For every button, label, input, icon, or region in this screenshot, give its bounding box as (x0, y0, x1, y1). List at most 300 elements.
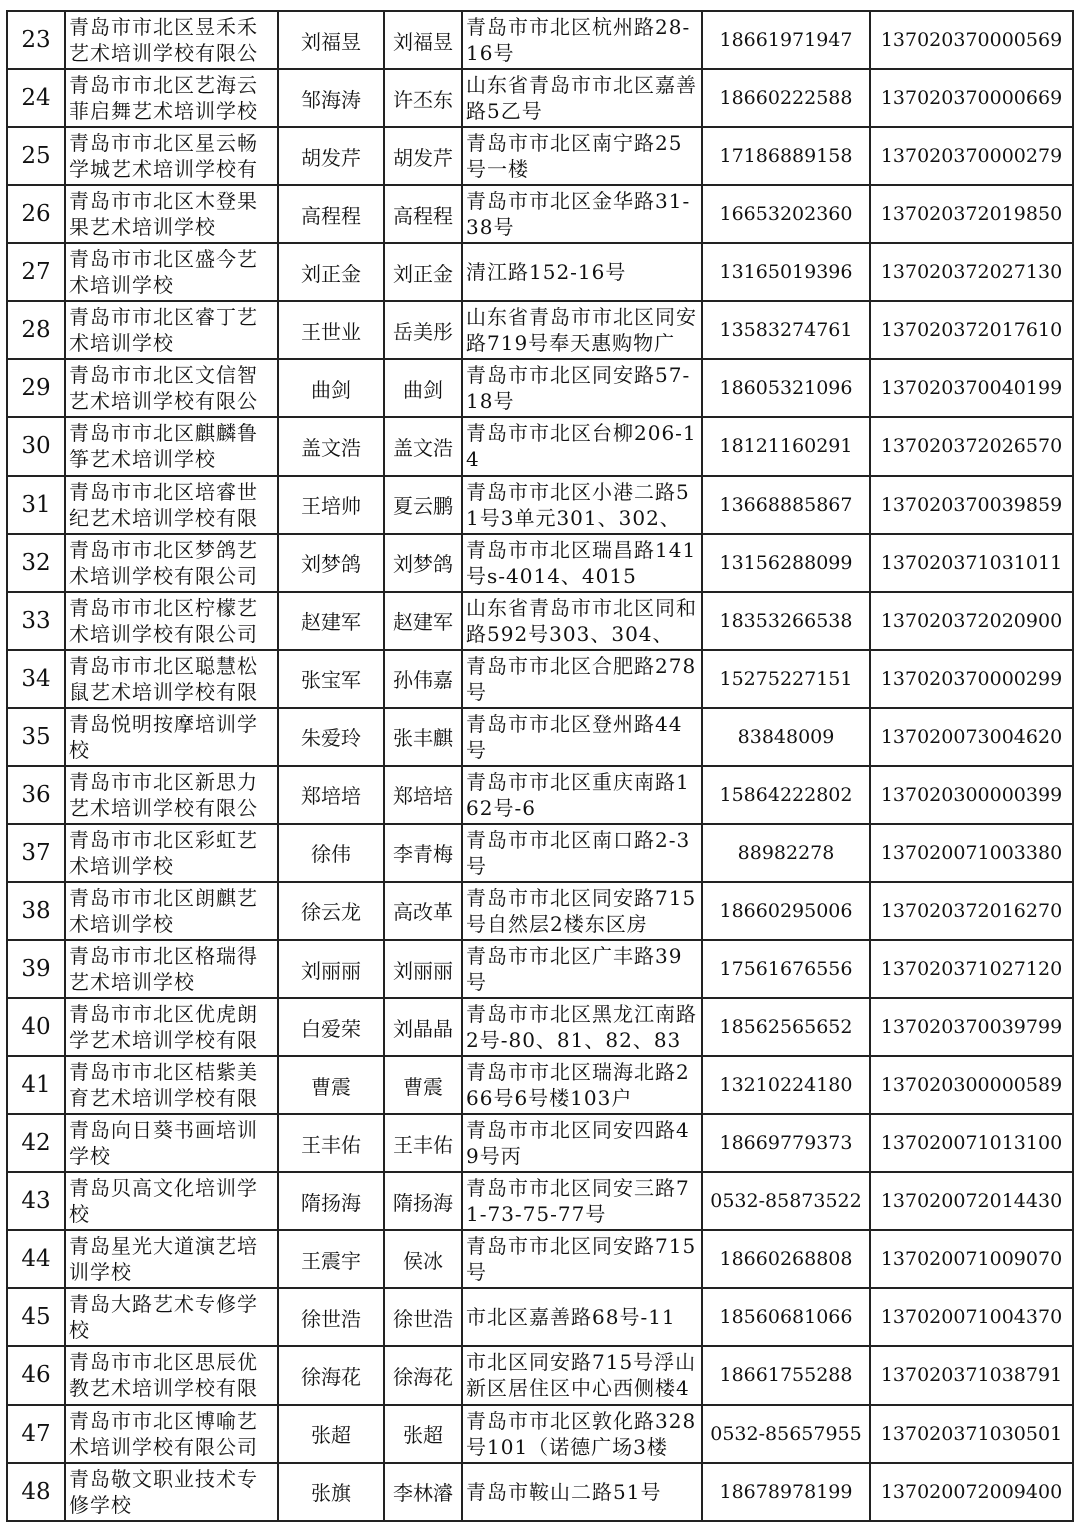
school-name-cell (65, 11, 278, 69)
legal-representative-cell (278, 301, 384, 359)
legal-representative-cell-text: 赵建军 (301, 610, 361, 635)
phone-cell-text: 0532-85657955 (710, 1422, 862, 1445)
school-name-cell-text: 青岛市市北区培睿世纪艺术培训学校有限 (69, 479, 258, 530)
address-cell (462, 1346, 702, 1404)
row-number (7, 766, 65, 824)
legal-representative-cell (278, 1172, 384, 1230)
row-number-text: 24 (21, 85, 51, 112)
phone-cell (702, 650, 870, 708)
phone-cell-text: 18661755288 (719, 1364, 853, 1387)
principal-cell (384, 1172, 462, 1230)
license-code-cell-text: 137020370039859 (880, 493, 1063, 516)
legal-representative-cell-text: 徐伟 (311, 842, 351, 867)
phone-cell-text: 18353266538 (719, 609, 853, 632)
row-number-text: 45 (21, 1304, 51, 1331)
legal-representative-cell (278, 11, 384, 69)
license-code-cell-text: 137020371027120 (880, 958, 1063, 981)
principal-cell (384, 1288, 462, 1346)
row-number-text: 44 (21, 1246, 51, 1273)
legal-representative-cell-text: 高程程 (301, 203, 361, 228)
legal-representative-cell (278, 882, 384, 940)
phone-cell (702, 766, 870, 824)
address-cell-text: 青岛市市北区南口路2-3号 (466, 827, 691, 878)
row-number (7, 1230, 65, 1288)
legal-representative-cell-text: 郑培培 (301, 784, 361, 809)
school-name-cell-text: 青岛向日葵书画培训学校 (69, 1118, 258, 1169)
license-code-cell-text: 137020073004620 (880, 725, 1063, 748)
license-code-cell (870, 11, 1073, 69)
legal-representative-cell-text: 王培帅 (301, 494, 361, 519)
principal-cell-text: 孙伟嘉 (393, 668, 453, 693)
address-cell (462, 940, 702, 998)
address-cell (462, 1056, 702, 1114)
school-name-cell-text: 青岛贝高文化培训学校 (69, 1176, 258, 1227)
principal-cell (384, 1346, 462, 1404)
address-cell-text: 青岛市市北区台柳206-14 (466, 421, 697, 472)
license-code-cell-text: 137020370000299 (880, 667, 1063, 690)
school-name-cell-text: 青岛市市北区睿丁艺术培训学校 (69, 305, 258, 356)
legal-representative-cell-text: 隋扬海 (301, 1190, 361, 1215)
license-code-cell (870, 185, 1073, 243)
table-row (7, 1346, 1073, 1404)
row-number (7, 127, 65, 185)
license-code-cell-text: 137020371038791 (880, 1364, 1063, 1387)
row-number (7, 592, 65, 650)
license-code-cell-text: 137020370000279 (880, 145, 1063, 168)
school-name-cell-text: 青岛悦明按摩培训学校 (69, 711, 258, 762)
row-number (7, 1405, 65, 1463)
legal-representative-cell-text: 刘梦鸽 (301, 552, 361, 577)
legal-representative-cell-text: 张宝军 (301, 668, 361, 693)
phone-cell (702, 998, 870, 1056)
address-cell (462, 1463, 702, 1521)
school-name-cell (65, 708, 278, 766)
phone-cell (702, 1114, 870, 1172)
school-name-cell-text: 青岛市市北区盛今艺术培训学校 (69, 247, 258, 298)
principal-cell (384, 708, 462, 766)
phone-cell (702, 1463, 870, 1521)
principal-cell (384, 301, 462, 359)
school-name-cell-text: 青岛市市北区优虎朗学艺术培训学校有限 (69, 1002, 258, 1053)
license-code-cell-text: 137020071003380 (880, 841, 1063, 864)
phone-cell-text: 83848009 (737, 725, 835, 748)
table-row (7, 1405, 1073, 1463)
row-number (7, 1172, 65, 1230)
principal-cell-text: 曹震 (403, 1074, 443, 1099)
school-name-cell-text: 青岛市市北区梦鸽艺术培训学校有限公司 (69, 537, 258, 588)
legal-representative-cell (278, 127, 384, 185)
legal-representative-cell-text: 徐世浩 (301, 1306, 361, 1331)
legal-representative-cell (278, 1405, 384, 1463)
legal-representative-cell-text: 刘正金 (301, 261, 361, 286)
table-row (7, 359, 1073, 417)
address-cell (462, 301, 702, 359)
phone-cell-text: 18660268808 (719, 1248, 853, 1271)
principal-cell-text: 刘正金 (393, 261, 453, 286)
table-row (7, 882, 1073, 940)
address-cell-text: 青岛市市北区同安三路71-73-75-77号 (466, 1176, 690, 1227)
license-code-cell (870, 940, 1073, 998)
row-number-text: 31 (21, 491, 51, 518)
address-cell-text: 青岛市市北区杭州路28-16号 (466, 15, 691, 66)
license-code-cell-text: 137020372026570 (880, 435, 1063, 458)
address-cell-text: 青岛市市北区金华路31-38号 (466, 189, 691, 240)
license-code-cell-text: 137020372027130 (880, 261, 1063, 284)
row-number-text: 37 (21, 839, 51, 866)
license-code-cell-text: 137020370040199 (880, 377, 1063, 400)
row-number (7, 998, 65, 1056)
phone-cell (702, 882, 870, 940)
row-number-text: 28 (21, 317, 51, 344)
license-code-cell (870, 766, 1073, 824)
phone-cell-text: 0532-85873522 (710, 1190, 862, 1213)
principal-cell-text: 王丰佑 (393, 1132, 453, 1157)
row-number (7, 1346, 65, 1404)
principal-cell (384, 940, 462, 998)
phone-cell-text: 18660222588 (719, 87, 853, 110)
table-row (7, 11, 1073, 69)
school-name-cell-text: 青岛市市北区麒麟鲁筝艺术培训学校 (69, 421, 258, 472)
principal-cell-text: 刘丽丽 (393, 958, 453, 983)
legal-representative-cell-text: 张旗 (311, 1481, 351, 1506)
principal-cell-text: 高改革 (393, 900, 453, 925)
legal-representative-cell (278, 708, 384, 766)
license-code-cell-text: 137020071004370 (880, 1306, 1063, 1329)
row-number (7, 301, 65, 359)
principal-cell-text: 刘梦鸽 (393, 552, 453, 577)
principal-cell (384, 476, 462, 534)
address-cell (462, 1230, 702, 1288)
row-number (7, 650, 65, 708)
row-number-text: 26 (21, 201, 51, 228)
row-number (7, 243, 65, 301)
phone-cell-text: 13165019396 (719, 261, 853, 284)
legal-representative-cell-text: 邹海涛 (301, 87, 361, 112)
legal-representative-cell (278, 650, 384, 708)
legal-representative-cell (278, 1230, 384, 1288)
license-code-cell (870, 650, 1073, 708)
school-name-cell (65, 476, 278, 534)
school-name-cell-text: 青岛市市北区艺海云菲启舞艺术培训学校 (69, 73, 258, 124)
table-row (7, 476, 1073, 534)
address-cell (462, 1405, 702, 1463)
phone-cell (702, 476, 870, 534)
legal-representative-cell (278, 998, 384, 1056)
address-cell-text: 青岛市市北区敦化路328号101（诺德广场3楼 (466, 1408, 697, 1459)
principal-cell-text: 高程程 (393, 203, 453, 228)
legal-representative-cell (278, 940, 384, 998)
principal-cell-text: 岳美彤 (393, 319, 453, 344)
principal-cell (384, 1463, 462, 1521)
address-cell (462, 534, 702, 592)
address-cell (462, 359, 702, 417)
school-name-cell-text: 青岛市市北区格瑞得艺术培训学校 (69, 944, 258, 995)
address-cell (462, 11, 702, 69)
school-name-cell (65, 417, 278, 475)
phone-cell-text: 18605321096 (719, 377, 853, 400)
legal-representative-cell (278, 1114, 384, 1172)
principal-cell (384, 243, 462, 301)
phone-cell-text: 18661971947 (719, 29, 853, 52)
school-name-cell-text: 青岛市市北区彩虹艺术培训学校 (69, 827, 258, 878)
table-row (7, 766, 1073, 824)
school-name-cell-text: 青岛市市北区柠檬艺术培训学校有限公司 (69, 595, 258, 646)
address-cell-text: 青岛市市北区同安四路49号丙 (466, 1118, 690, 1169)
license-code-cell-text: 137020370000669 (880, 87, 1063, 110)
principal-cell-text: 徐世浩 (393, 1306, 453, 1331)
legal-representative-cell-text: 盖文浩 (301, 435, 361, 460)
row-number-text: 48 (21, 1478, 51, 1505)
principal-cell-text: 侯冰 (403, 1248, 443, 1273)
legal-representative-cell-text: 胡发芹 (301, 145, 361, 170)
row-number (7, 708, 65, 766)
row-number-text: 29 (21, 375, 51, 402)
row-number (7, 940, 65, 998)
address-cell-text: 清江路152-16号 (466, 260, 627, 285)
legal-representative-cell-text: 曹震 (311, 1074, 351, 1099)
row-number (7, 11, 65, 69)
phone-cell-text: 17561676556 (719, 958, 853, 981)
license-code-cell-text: 137020372020900 (880, 609, 1063, 632)
address-cell-text: 市北区嘉善路68号-11 (466, 1305, 676, 1330)
row-number-text: 38 (21, 897, 51, 924)
legal-representative-cell-text: 张超 (311, 1423, 351, 1448)
principal-cell-text: 赵建军 (393, 610, 453, 635)
address-cell (462, 824, 702, 882)
school-name-cell (65, 882, 278, 940)
license-code-cell (870, 1056, 1073, 1114)
school-name-cell (65, 127, 278, 185)
license-code-cell-text: 137020371031011 (880, 551, 1063, 574)
address-cell-text: 青岛市市北区广丰路39号 (466, 944, 683, 995)
phone-cell (702, 417, 870, 475)
address-cell (462, 766, 702, 824)
schools-table (6, 10, 1074, 1522)
principal-cell (384, 824, 462, 882)
address-cell-text: 山东省青岛市市北区同安路719号奉天惠购物广 (466, 305, 697, 356)
phone-cell-text: 16653202360 (719, 203, 853, 226)
school-name-cell (65, 534, 278, 592)
phone-cell-text: 18669779373 (719, 1132, 853, 1155)
row-number-text: 34 (21, 665, 51, 692)
principal-cell (384, 359, 462, 417)
school-name-cell (65, 592, 278, 650)
license-code-cell-text: 137020371030501 (880, 1422, 1063, 1445)
legal-representative-cell-text: 刘丽丽 (301, 958, 361, 983)
phone-cell (702, 11, 870, 69)
address-cell-text: 青岛市市北区瑞昌路141号s-4014、4015 (466, 537, 697, 588)
principal-cell-text: 刘晶晶 (393, 1016, 453, 1041)
row-number (7, 1114, 65, 1172)
table-row (7, 1288, 1073, 1346)
school-name-cell-text: 青岛市市北区朗麒艺术培训学校 (69, 885, 258, 936)
license-code-cell (870, 243, 1073, 301)
license-code-cell (870, 301, 1073, 359)
row-number (7, 1288, 65, 1346)
school-name-cell (65, 243, 278, 301)
legal-representative-cell (278, 185, 384, 243)
phone-cell (702, 185, 870, 243)
principal-cell-text: 刘福昱 (393, 29, 453, 54)
row-number-text: 39 (21, 956, 51, 983)
address-cell-text: 青岛市市北区黑龙江南路2号-80、81、82、83 (466, 1002, 697, 1053)
phone-cell-text: 18560681066 (719, 1306, 853, 1329)
table-row (7, 1230, 1073, 1288)
phone-cell (702, 1172, 870, 1230)
phone-cell (702, 1288, 870, 1346)
school-name-cell-text: 青岛敬文职业技术专修学校 (69, 1466, 258, 1517)
table-row (7, 1172, 1073, 1230)
table-row (7, 185, 1073, 243)
address-cell-text: 青岛市市北区瑞海北路266号6号楼103户 (466, 1060, 690, 1111)
legal-representative-cell-text: 徐海花 (301, 1364, 361, 1389)
license-code-cell (870, 127, 1073, 185)
school-name-cell (65, 824, 278, 882)
phone-cell-text: 13210224180 (719, 1074, 853, 1097)
address-cell-text: 青岛市市北区合肥路278号 (466, 653, 697, 704)
legal-representative-cell-text: 朱爱玲 (301, 726, 361, 751)
license-code-cell (870, 476, 1073, 534)
row-number (7, 1463, 65, 1521)
principal-cell (384, 11, 462, 69)
table-row (7, 592, 1073, 650)
legal-representative-cell (278, 1056, 384, 1114)
row-number-text: 32 (21, 549, 51, 576)
license-code-cell-text: 137020370000569 (880, 29, 1063, 52)
phone-cell (702, 1405, 870, 1463)
legal-representative-cell-text: 王丰佑 (301, 1132, 361, 1157)
license-code-cell-text: 137020072009400 (880, 1480, 1063, 1503)
school-name-cell (65, 301, 278, 359)
address-cell (462, 708, 702, 766)
principal-cell (384, 592, 462, 650)
phone-cell-text: 88982278 (737, 841, 835, 864)
phone-cell (702, 708, 870, 766)
principal-cell-text: 许丕东 (393, 87, 453, 112)
table-row (7, 534, 1073, 592)
table-body (7, 11, 1073, 1521)
phone-cell-text: 13668885867 (719, 493, 853, 516)
school-name-cell-text: 青岛市市北区桔紫美育艺术培训学校有限 (69, 1060, 258, 1111)
principal-cell (384, 882, 462, 940)
row-number (7, 359, 65, 417)
license-code-cell-text: 137020300000399 (880, 783, 1063, 806)
phone-cell-text: 18562565652 (719, 1016, 853, 1039)
school-name-cell-text: 青岛大路艺术专修学校 (69, 1292, 258, 1343)
school-name-cell (65, 998, 278, 1056)
address-cell-text: 山东省青岛市市北区同和路592号303、304、 (466, 595, 697, 646)
legal-representative-cell-text: 徐云龙 (301, 900, 361, 925)
table-row (7, 940, 1073, 998)
license-code-cell-text: 137020071013100 (880, 1132, 1063, 1155)
address-cell (462, 998, 702, 1056)
license-code-cell (870, 534, 1073, 592)
table-row (7, 650, 1073, 708)
phone-cell-text: 15864222802 (719, 783, 853, 806)
license-code-cell (870, 1230, 1073, 1288)
principal-cell-text: 李青梅 (393, 842, 453, 867)
legal-representative-cell (278, 1463, 384, 1521)
license-code-cell-text: 137020370039799 (880, 1016, 1063, 1039)
legal-representative-cell (278, 417, 384, 475)
phone-cell (702, 592, 870, 650)
table-row (7, 69, 1073, 127)
principal-cell-text: 李林濬 (393, 1481, 453, 1506)
principal-cell (384, 766, 462, 824)
school-name-cell-text: 青岛市市北区木登果果艺术培训学校 (69, 189, 258, 240)
address-cell (462, 243, 702, 301)
license-code-cell (870, 998, 1073, 1056)
row-number-text: 33 (21, 607, 51, 634)
row-number-text: 30 (21, 433, 51, 460)
phone-cell-text: 18678978199 (719, 1480, 853, 1503)
address-cell-text: 青岛市市北区同安路715号自然层2楼东区房 (466, 885, 697, 936)
principal-cell-text: 张丰麒 (393, 726, 453, 751)
legal-representative-cell-text: 王震宇 (301, 1248, 361, 1273)
school-name-cell-text: 青岛市市北区新思力艺术培训学校有限公 (69, 769, 258, 820)
principal-cell (384, 127, 462, 185)
phone-cell (702, 1230, 870, 1288)
school-name-cell-text: 青岛市市北区博喻艺术培训学校有限公司 (69, 1408, 258, 1459)
school-name-cell-text: 青岛星光大道演艺培训学校 (69, 1234, 258, 1285)
school-name-cell (65, 1230, 278, 1288)
row-number-text: 47 (21, 1420, 51, 1447)
legal-representative-cell-text: 王世业 (301, 319, 361, 344)
row-number (7, 185, 65, 243)
school-name-cell (65, 185, 278, 243)
principal-cell-text: 夏云鹏 (393, 494, 453, 519)
address-cell-text: 青岛市市北区登州路44号 (466, 711, 683, 762)
principal-cell (384, 650, 462, 708)
principal-cell-text: 盖文浩 (393, 435, 453, 460)
license-code-cell (870, 1405, 1073, 1463)
principal-cell (384, 1230, 462, 1288)
legal-representative-cell-text: 白爱荣 (301, 1016, 361, 1041)
address-cell-text: 市北区同安路715号浮山新区居住区中心西侧楼4 (466, 1350, 697, 1401)
license-code-cell (870, 69, 1073, 127)
address-cell (462, 1172, 702, 1230)
license-code-cell (870, 417, 1073, 475)
phone-cell (702, 127, 870, 185)
phone-cell-text: 13156288099 (719, 551, 853, 574)
principal-cell (384, 1114, 462, 1172)
address-cell (462, 127, 702, 185)
license-code-cell-text: 137020372017610 (880, 319, 1063, 342)
legal-representative-cell (278, 1346, 384, 1404)
address-cell (462, 650, 702, 708)
address-cell-text: 青岛市鞍山二路51号 (466, 1479, 662, 1504)
legal-representative-cell (278, 476, 384, 534)
license-code-cell (870, 708, 1073, 766)
phone-cell-text: 15275227151 (719, 667, 853, 690)
phone-cell-text: 18121160291 (719, 435, 853, 458)
legal-representative-cell (278, 359, 384, 417)
phone-cell (702, 1346, 870, 1404)
phone-cell (702, 940, 870, 998)
table-row (7, 243, 1073, 301)
address-cell (462, 69, 702, 127)
principal-cell-text: 胡发芹 (393, 145, 453, 170)
row-number (7, 534, 65, 592)
phone-cell (702, 824, 870, 882)
school-name-cell (65, 1346, 278, 1404)
school-name-cell (65, 766, 278, 824)
row-number-text: 46 (21, 1362, 51, 1389)
phone-cell (702, 243, 870, 301)
table-row (7, 1463, 1073, 1521)
school-name-cell (65, 1463, 278, 1521)
phone-cell (702, 534, 870, 592)
